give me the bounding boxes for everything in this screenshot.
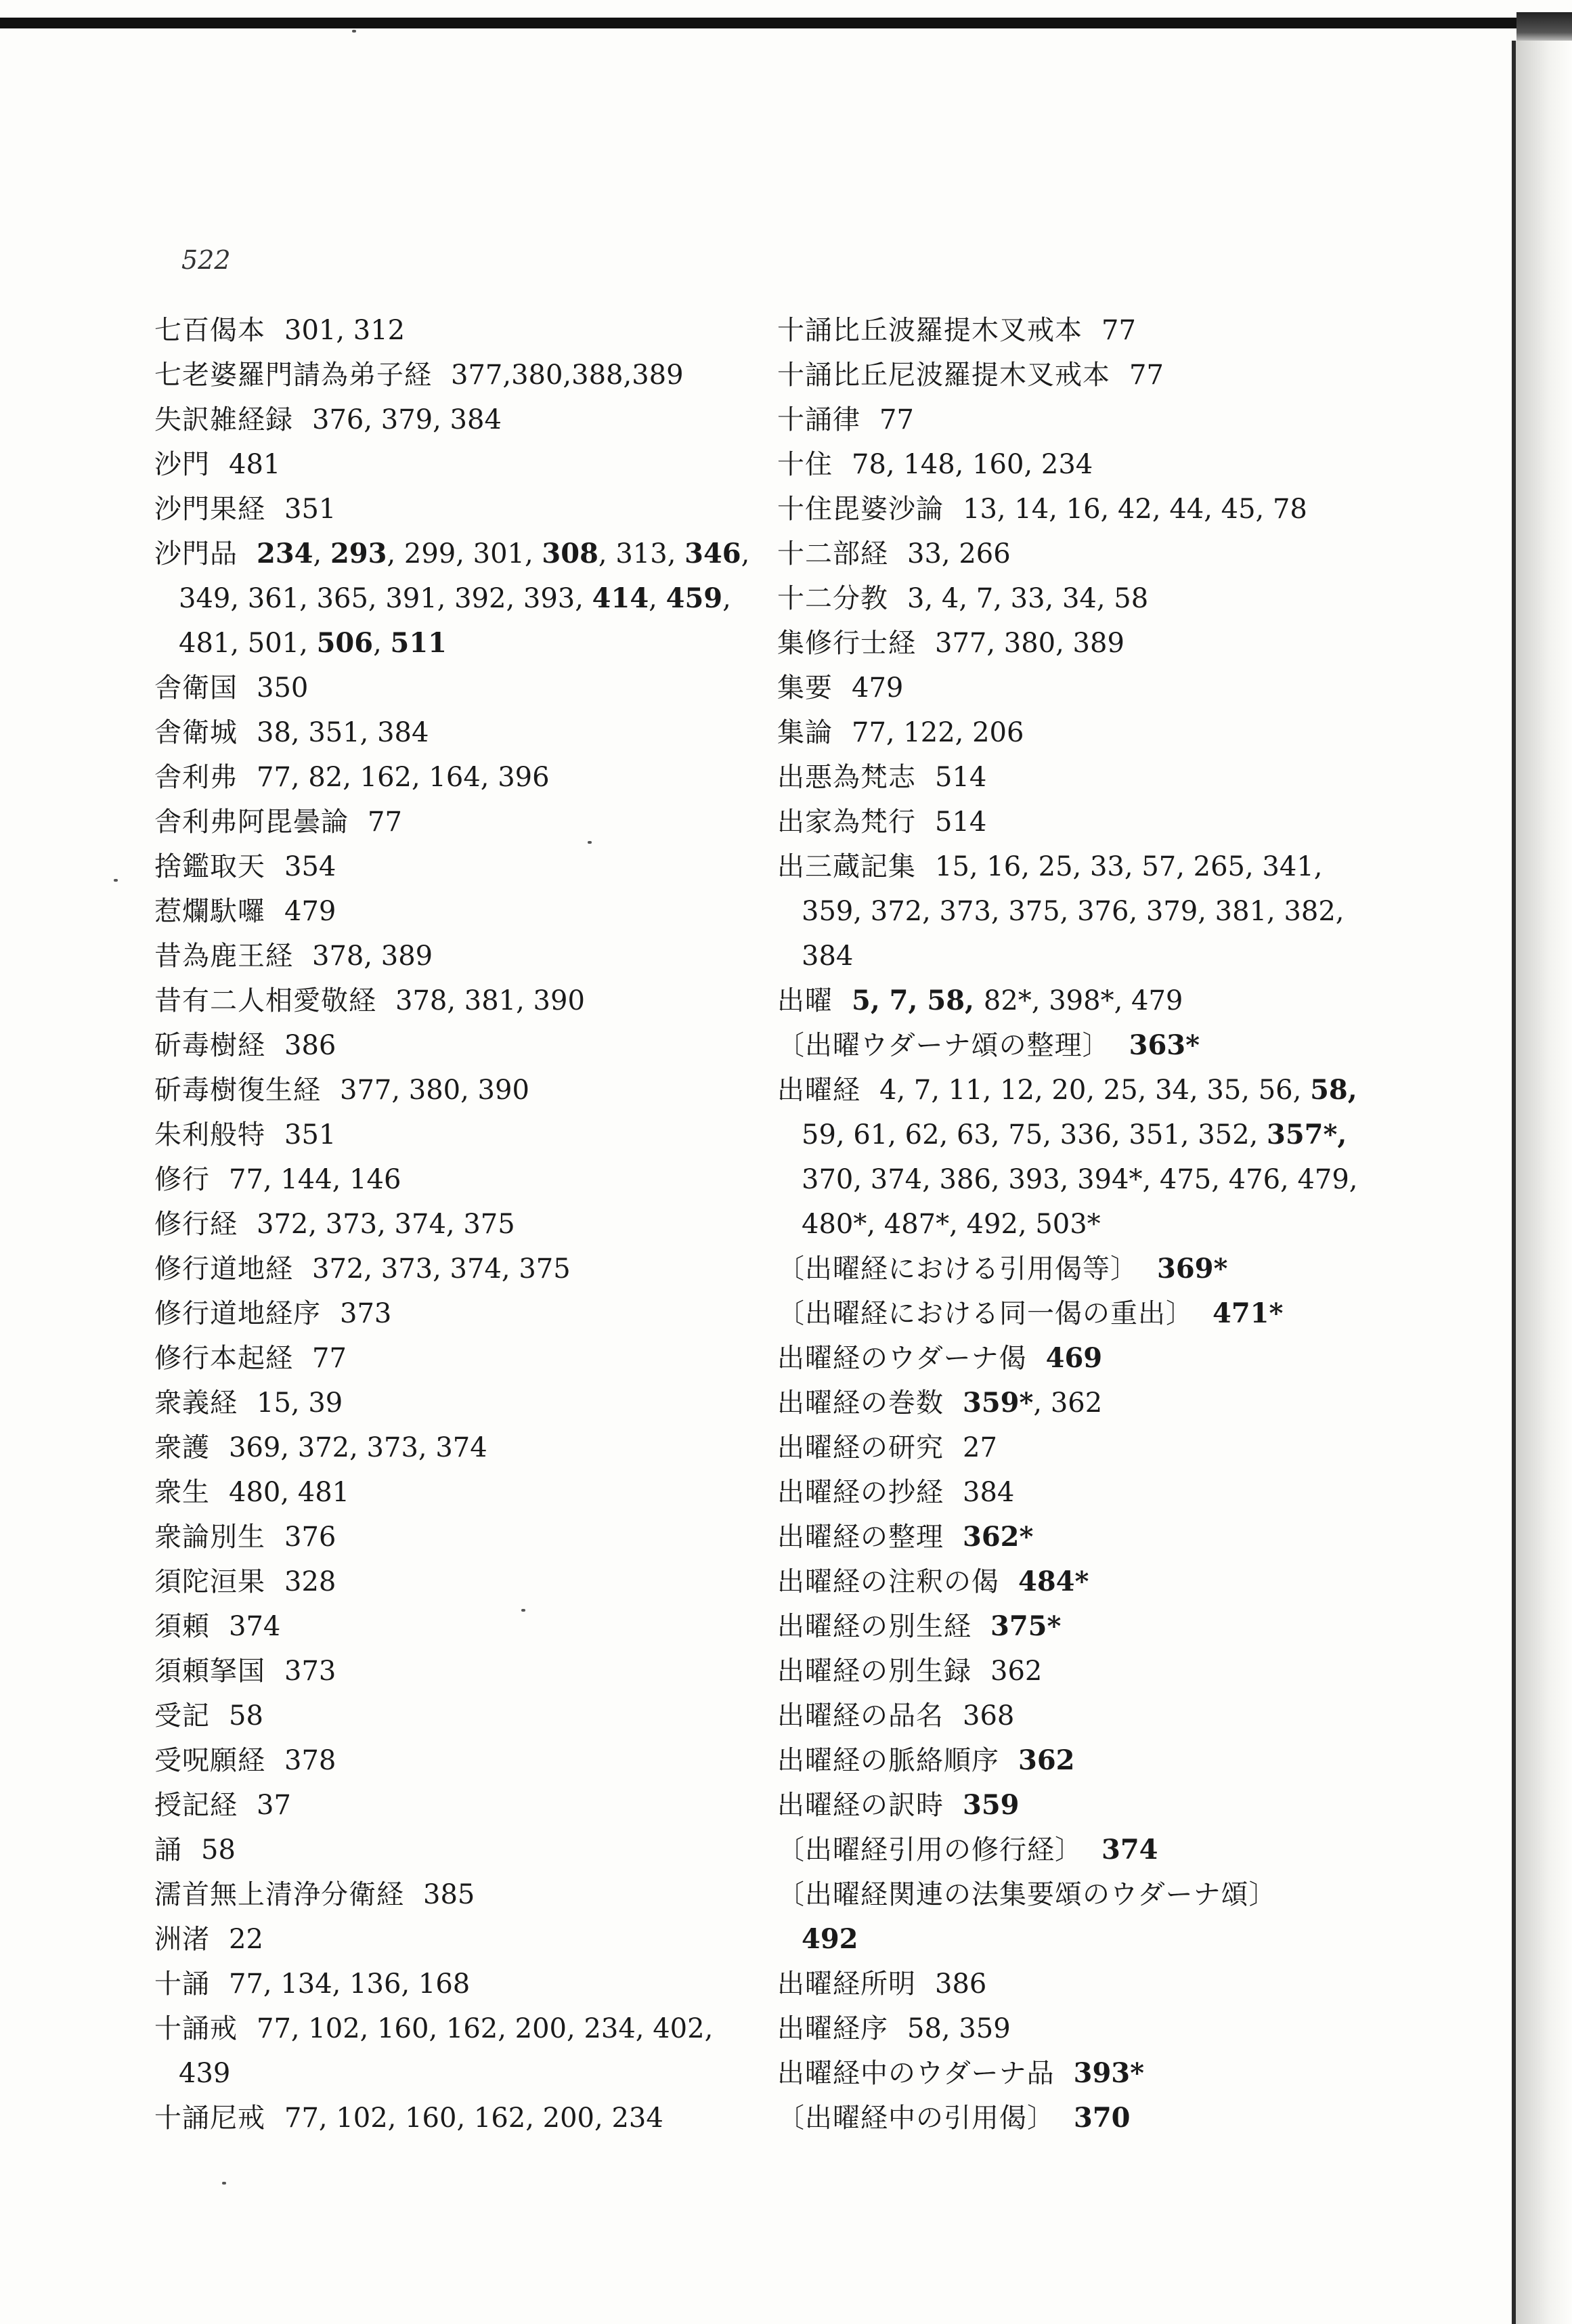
page-references: 378	[284, 1745, 336, 1776]
page-references: 77	[312, 1343, 347, 1374]
index-term: 七百偈本	[154, 315, 265, 346]
page-reference-bold: 374	[1101, 1834, 1158, 1866]
index-entry	[777, 353, 1495, 397]
index-term: 出曜	[777, 985, 833, 1016]
page-references: 386	[935, 1968, 987, 2000]
index-entry	[777, 397, 1495, 442]
index-term: 出曜経の品名	[777, 1700, 944, 1731]
index-term: 十誦	[154, 1968, 210, 2000]
index-term: 授記経	[154, 1790, 238, 1821]
index-entry	[777, 1336, 1495, 1381]
page-references: 384	[963, 1477, 1015, 1508]
page-references: 58	[201, 1834, 236, 1866]
index-entry	[777, 1872, 1495, 1917]
index-term: 濡首無上清浄分衛経	[154, 1879, 404, 1910]
index-entry-continuation	[154, 576, 737, 621]
page-references: 37	[257, 1790, 291, 1821]
index-entry	[777, 1470, 1495, 1515]
page-references: 377, 380, 389	[935, 628, 1125, 659]
page-references: 77, 102, 160, 162, 200, 234	[284, 2103, 663, 2134]
page-references: 372, 373, 374, 375	[312, 1253, 571, 1285]
index-term: 沙門果経	[154, 494, 265, 525]
page-reference-bold: 308	[542, 538, 598, 569]
index-term: 十誦戒	[154, 2013, 238, 2044]
page-references: 77, 122, 206	[852, 717, 1024, 748]
index-term: 出曜経の整理	[777, 1522, 944, 1553]
page-references: 376, 379, 384	[312, 404, 502, 435]
page-references: 359*, 362	[963, 1387, 1103, 1419]
page-references	[1018, 1566, 1089, 1597]
page-reference-bold: 346	[684, 538, 741, 569]
index-entry	[154, 353, 737, 397]
index-term: 〔出曜経関連の法集要頌のウダーナ頌〕	[777, 1879, 1277, 1910]
index-entry-continuation	[154, 621, 737, 666]
page-references: 370, 374, 386, 393, 394*, 475, 476, 479,	[802, 1164, 1358, 1195]
page-reference-bold: 363*	[1129, 1029, 1200, 1061]
page-references: 385	[423, 1879, 475, 1910]
index-term: 集論	[777, 717, 833, 748]
index-entry	[777, 978, 1495, 1023]
page-reference-bold: 359	[963, 1789, 1020, 1821]
index-entry	[777, 1068, 1495, 1113]
index-term: 衆義経	[154, 1387, 238, 1419]
index-term: 誦	[154, 1834, 182, 1866]
index-term: 出曜経中のウダーナ品	[777, 2058, 1055, 2089]
page-references	[1046, 1343, 1103, 1374]
page-references: 77, 82, 162, 164, 396	[257, 762, 550, 793]
page-references: 328	[284, 1566, 336, 1597]
index-entry	[777, 1962, 1495, 2006]
index-term: 集修行士経	[777, 628, 916, 659]
index-term: 須陀洹果	[154, 1566, 265, 1597]
page-references	[1129, 1030, 1200, 1061]
page-references: 373	[284, 1656, 336, 1687]
page-references: 58	[229, 1700, 263, 1731]
index-term: 衆論別生	[154, 1522, 265, 1553]
index-term: 出曜経の注釈の偈	[777, 1566, 999, 1597]
index-term: 舎利弗阿毘曇論	[154, 806, 349, 838]
index-entry	[154, 1023, 737, 1068]
page-reference-bold: 469	[1045, 1342, 1103, 1374]
page-references: 479	[852, 672, 904, 704]
index-entry	[154, 1157, 737, 1202]
index-term: 〔出曜ウダーナ頌の整理〕	[777, 1030, 1110, 1061]
index-term: 七老婆羅門請為弟子経	[154, 360, 432, 391]
index-entry	[154, 1872, 737, 1917]
index-entry	[777, 710, 1495, 755]
index-entry	[154, 1738, 737, 1783]
index-entry	[777, 844, 1495, 889]
page-references: 59, 61, 62, 63, 75, 336, 351, 352, 357*,	[802, 1119, 1347, 1150]
index-term: 沙門品	[154, 538, 238, 569]
page-reference-bold: 293	[330, 538, 387, 569]
page-reference-bold: 370	[1074, 2102, 1131, 2134]
page-references: 15, 39	[257, 1387, 343, 1419]
index-entry	[777, 1023, 1495, 1068]
page-references: 480*, 487*, 492, 503*	[802, 1209, 1101, 1240]
index-entry	[154, 487, 737, 532]
index-entry-continuation	[777, 1113, 1495, 1157]
book-spine-shadow	[1516, 41, 1572, 2324]
page-references: 15, 16, 25, 33, 57, 265, 341,	[935, 851, 1323, 882]
page-reference-bold: 362*	[963, 1521, 1034, 1553]
page-references: 384	[802, 941, 854, 972]
index-term: 修行経	[154, 1209, 238, 1240]
index-term: 出曜経序	[777, 2013, 888, 2044]
page-references: 77, 144, 146	[229, 1164, 401, 1195]
index-term: 十誦律	[777, 404, 860, 435]
page-references: 77	[1129, 360, 1164, 391]
index-term: 舎衛城	[154, 717, 238, 748]
print-speck	[114, 879, 118, 882]
page-references: 377, 380, 390	[340, 1075, 529, 1106]
page-references: 359, 372, 373, 375, 376, 379, 381, 382,	[802, 896, 1345, 927]
page-reference-bold: 58,	[1310, 1074, 1357, 1106]
index-entry-continuation	[777, 934, 1495, 978]
page-reference-bold: 357*,	[1266, 1119, 1347, 1150]
index-term: 捨鑑取天	[154, 851, 265, 882]
index-entry	[777, 1515, 1495, 1559]
index-entry	[777, 1291, 1495, 1336]
page-references: 377,380,388,389	[451, 360, 684, 391]
page-reference-bold: 362	[1018, 1744, 1075, 1776]
index-entry	[777, 800, 1495, 844]
page-references: 58, 359	[907, 2013, 1011, 2044]
page-references: 373	[340, 1298, 392, 1329]
page-references: 372, 373, 374, 375	[257, 1209, 515, 1240]
page-reference-bold: 459	[665, 582, 723, 614]
index-term: 〔出曜経における引用偈等〕	[777, 1253, 1138, 1285]
index-term: 十住	[777, 449, 833, 480]
index-entry	[154, 844, 737, 889]
page-top-edge-bar	[0, 18, 1523, 28]
page-references: 362	[990, 1656, 1043, 1687]
index-term: 出家為梵行	[777, 806, 916, 838]
index-term: 衆護	[154, 1432, 210, 1463]
page-references: 378, 389	[312, 941, 433, 972]
page-references	[963, 1522, 1033, 1553]
index-entry	[154, 2096, 737, 2140]
index-term: 修行	[154, 1164, 210, 1195]
index-entry	[154, 1202, 737, 1247]
page-references: 354	[284, 851, 336, 882]
index-term: 出三蔵記集	[777, 851, 916, 882]
index-entry	[154, 1559, 737, 1604]
page-references: 27	[963, 1432, 997, 1463]
index-column-left	[154, 308, 750, 2140]
index-entry	[777, 1247, 1495, 1291]
index-entry	[777, 755, 1495, 800]
index-term: 須頼	[154, 1611, 210, 1642]
page-reference-bold: 375*	[990, 1610, 1062, 1642]
index-entry	[777, 1559, 1495, 1604]
page-references: 351	[284, 494, 336, 525]
page-reference-bold: 414	[592, 582, 649, 614]
index-entry	[154, 2006, 737, 2051]
page-reference-bold: 492	[802, 1923, 858, 1955]
page-reference-bold: 506	[316, 627, 374, 659]
index-entry	[777, 532, 1495, 576]
index-entry	[777, 1604, 1495, 1649]
index-entry	[154, 1470, 737, 1515]
index-entry	[154, 1962, 737, 2006]
index-entry	[154, 442, 737, 487]
index-entry-continuation	[777, 1202, 1495, 1247]
index-entry	[154, 1515, 737, 1559]
index-term: 出曜経の抄経	[777, 1477, 944, 1508]
page-references: 5, 7, 58, 82*, 398*, 479	[852, 985, 1183, 1016]
index-entry	[154, 532, 750, 576]
index-entry	[777, 666, 1495, 710]
page-references: 234, 293, 299, 301, 308, 313, 346,	[257, 538, 750, 569]
page-references: 3, 4, 7, 33, 34, 58	[907, 583, 1149, 614]
page-reference-bold: 393*	[1073, 2057, 1145, 2089]
index-term: 出曜経のウダーナ偈	[777, 1343, 1027, 1374]
index-entry	[777, 308, 1495, 353]
index-term: 〔出曜経における同一偈の重出〕	[777, 1298, 1194, 1329]
index-term: 十誦比丘波羅提木叉戒本	[777, 315, 1083, 346]
index-entry	[154, 710, 737, 755]
index-term: 失訳雑経録	[154, 404, 293, 435]
index-entry	[154, 1828, 737, 1872]
index-term: 昔有二人相愛敬経	[154, 985, 376, 1016]
page-reference-bold: 511	[390, 627, 447, 659]
page-references: 514	[935, 762, 987, 793]
index-entry	[154, 1291, 737, 1336]
index-entry	[154, 1649, 737, 1694]
index-entry	[777, 442, 1495, 487]
page-references	[963, 1790, 1020, 1821]
page-references: 77	[1101, 315, 1136, 346]
page-references: 479	[284, 896, 336, 927]
index-entry	[154, 1247, 737, 1291]
page-references: 77	[879, 404, 914, 435]
index-entry	[154, 1113, 737, 1157]
index-entry	[154, 978, 737, 1023]
page-references: 13, 14, 16, 42, 44, 45, 78	[963, 494, 1307, 525]
index-entry	[777, 1425, 1495, 1470]
page-references	[1213, 1298, 1283, 1329]
page-references: 481, 501, 506, 511	[179, 627, 447, 659]
page-references: 4, 7, 11, 12, 20, 25, 34, 35, 56, 58,	[879, 1074, 1357, 1106]
index-entry	[154, 755, 737, 800]
index-term: 十誦比丘尼波羅提木叉戒本	[777, 360, 1110, 391]
index-entry	[154, 308, 737, 353]
index-entry	[777, 1694, 1495, 1738]
page-references	[1018, 1745, 1075, 1776]
page-references	[1157, 1253, 1227, 1285]
index-entry	[154, 666, 737, 710]
index-entry	[777, 576, 1495, 621]
page-references: 480, 481	[229, 1477, 350, 1508]
index-entry-continuation	[154, 2051, 737, 2096]
page-reference-bold: 471*	[1213, 1297, 1284, 1329]
page-references	[1074, 2058, 1144, 2089]
index-term: 出曜経の別生録	[777, 1656, 971, 1687]
index-term: 〔出曜経中の引用偈〕	[777, 2103, 1055, 2134]
index-term: 出曜経所明	[777, 1968, 916, 2000]
index-term: 出曜経の研究	[777, 1432, 944, 1463]
index-term: 舎衛国	[154, 672, 238, 704]
index-entry	[154, 1336, 737, 1381]
index-entry	[777, 1783, 1495, 1828]
print-speck	[352, 30, 356, 33]
page-references	[990, 1611, 1061, 1642]
page-reference-bold: 359*	[963, 1387, 1034, 1419]
page-references: 439	[179, 2058, 231, 2089]
index-term: 集要	[777, 672, 833, 704]
index-term: 須頼拏国	[154, 1656, 265, 1687]
index-entry	[154, 934, 737, 978]
page-references: 77, 102, 160, 162, 200, 234, 402,	[257, 2013, 714, 2044]
page-references	[802, 1924, 858, 1955]
page-references: 378, 381, 390	[395, 985, 585, 1016]
index-entry	[154, 1783, 737, 1828]
index-entry	[777, 1381, 1495, 1425]
page-references: 481	[229, 449, 281, 480]
index-term: 十住毘婆沙論	[777, 494, 944, 525]
index-term: 出曜経の脈絡順序	[777, 1745, 999, 1776]
index-term: 斫毒樹経	[154, 1030, 265, 1061]
page-references: 350	[257, 672, 309, 704]
index-term: 出曜経の巻数	[777, 1387, 944, 1419]
index-term: 舎利弗	[154, 762, 238, 793]
index-entry	[777, 621, 1495, 666]
index-entry-continuation	[777, 1157, 1495, 1202]
index-entry	[154, 889, 737, 934]
index-term: 出悪為梵志	[777, 762, 916, 793]
index-column-right	[777, 308, 1495, 2140]
index-entry	[777, 1738, 1495, 1783]
page-number: 522	[181, 245, 231, 275]
page-references	[1074, 2103, 1131, 2134]
page-references: 78, 148, 160, 234	[852, 449, 1093, 480]
index-entry-continuation	[777, 889, 1495, 934]
page-references: 77	[368, 806, 402, 838]
index-entry	[154, 397, 737, 442]
index-term: 修行道地経	[154, 1253, 293, 1285]
index-entry	[154, 1425, 737, 1470]
page-references: 77, 134, 136, 168	[229, 1968, 471, 2000]
index-term: 出曜経の別生経	[777, 1611, 971, 1642]
index-entry	[777, 1828, 1495, 1872]
index-term: 十誦尼戒	[154, 2103, 265, 2134]
page-reference-bold: 484*	[1018, 1566, 1089, 1597]
index-term: 十二部経	[777, 538, 888, 569]
page-reference-bold: 369*	[1157, 1253, 1228, 1285]
page-references: 301, 312	[284, 315, 406, 346]
index-term: 受記	[154, 1700, 210, 1731]
index-term: 洲渚	[154, 1924, 210, 1955]
page-references: 33, 266	[907, 538, 1011, 569]
index-entry	[154, 800, 737, 844]
page-references: 351	[284, 1119, 336, 1150]
page-references: 374	[229, 1611, 281, 1642]
index-entry	[777, 1649, 1495, 1694]
index-entry	[777, 2006, 1495, 2051]
page-reference-bold: 234	[257, 538, 313, 569]
index-entry-continuation	[777, 1917, 1495, 1962]
index-term: 惹爛馱囉	[154, 896, 265, 927]
index-term: 出曜経の訳時	[777, 1790, 944, 1821]
page-references: 22	[229, 1924, 263, 1955]
page-reference-bold: 5, 7, 58,	[852, 985, 984, 1016]
index-term: 沙門	[154, 449, 210, 480]
index-term: 衆生	[154, 1477, 210, 1508]
page-references: 386	[284, 1030, 336, 1061]
index-term: 受呪願経	[154, 1745, 265, 1776]
index-entry	[154, 1068, 737, 1113]
index-term: 修行道地経序	[154, 1298, 321, 1329]
index-term: 昔為鹿王経	[154, 941, 293, 972]
index-term: 出曜経	[777, 1075, 860, 1106]
page-references: 38, 351, 384	[257, 717, 429, 748]
index-entry	[154, 1604, 737, 1649]
index-entry	[777, 2096, 1495, 2140]
print-speck	[222, 2182, 226, 2185]
index-entry	[154, 1381, 737, 1425]
index-term: 朱利般特	[154, 1119, 265, 1150]
page-references: 368	[963, 1700, 1015, 1731]
page-references: 369, 372, 373, 374	[229, 1432, 487, 1463]
page-references: 514	[935, 806, 987, 838]
index-term: 修行本起経	[154, 1343, 293, 1374]
index-entry	[154, 1694, 737, 1738]
index-entry	[777, 2051, 1495, 2096]
page-references: 349, 361, 365, 391, 392, 393, 414, 459,	[179, 582, 731, 614]
index-term: 〔出曜経引用の修行経〕	[777, 1834, 1083, 1866]
index-term: 十二分教	[777, 583, 888, 614]
page-references	[1101, 1834, 1158, 1866]
index-entry	[777, 487, 1495, 532]
index-term: 斫毒樹復生経	[154, 1075, 321, 1106]
page-references: 376	[284, 1522, 336, 1553]
index-entry	[154, 1917, 737, 1962]
